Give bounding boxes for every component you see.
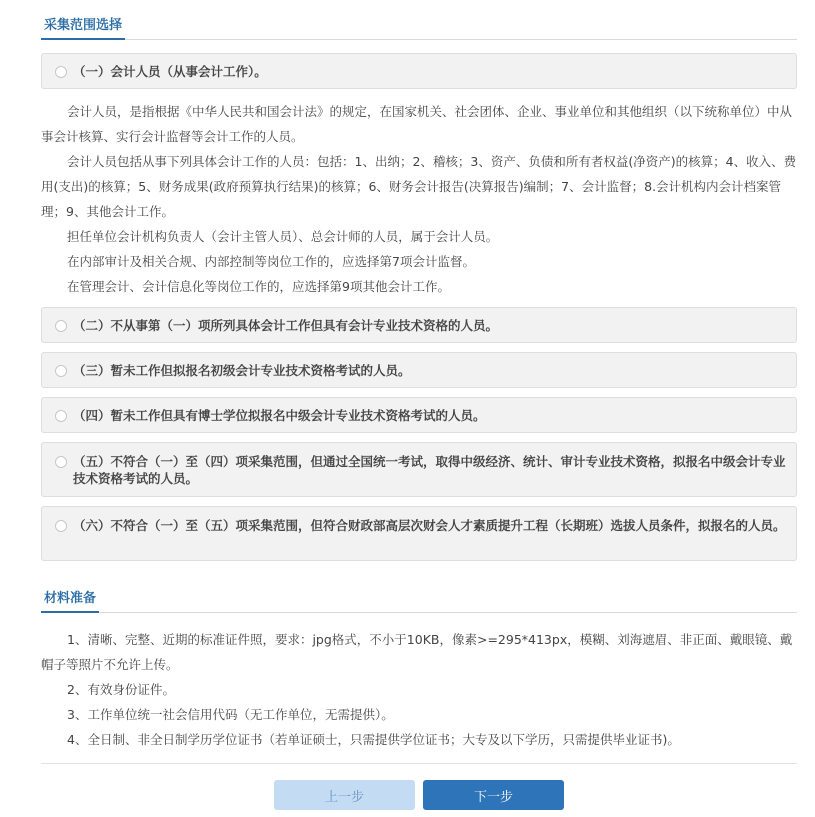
scope-option-label: （四）暂未工作但具有博士学位拟报名中级会计专业技术资格考试的人员。 [73,408,486,423]
prev-step-button[interactable]: 上一步 [274,780,415,810]
scope-option-3[interactable] [41,352,797,388]
scope-description: 会计人员，是指根据《中华人民共和国会计法》的规定，在国家机关、社会团体、企业、事业单位和其他组织（以下统称单位）中从事会计核算、实行会计监督等会计工作的人员。 [41,104,793,144]
next-step-button[interactable]: 下一步 [423,780,564,810]
scope-option-label: （五）不符合（一）至（四）项采集范围，但通过全国统一考试，取得中级经济、统计、审计专业技术资格，拟报名中级会计专业技术资格考试的人员。 [73,454,786,486]
scope-option-4[interactable] [41,397,797,433]
radio-icon[interactable] [55,520,67,532]
scope-option-label: （三）暂未工作但拟报名初级会计专业技术资格考试的人员。 [73,363,411,378]
radio-icon[interactable] [55,320,67,332]
scope-option-1[interactable] [41,53,797,89]
footer-divider [41,763,797,764]
scope-description: 会计人员包括从事下列具体会计工作的人员：包括：1、出纳；2、稽核；3、资产、负债和所有者权益(净资产)的核算；4、收入、费用(支出)的核算；5、财务成果(政府预算执行结果)的核算；6、财务会计报告(决算报告)编制；7、会计监督；8.会计机构内会计档案管理；9、其他会计工作。 [41,154,797,219]
scope-section-header [41,15,797,40]
radio-icon[interactable] [55,456,67,468]
scope-section-title: 采集范围选择 [41,14,125,40]
radio-icon[interactable] [55,66,67,78]
scope-description: 担任单位会计机构负责人（会计主管人员）、总会计师的人员，属于会计人员。 [67,229,499,244]
scope-option-6[interactable] [41,506,797,561]
materials-item: 3、工作单位统一社会信用代码（无工作单位，无需提供）。 [67,707,394,722]
scope-option-5[interactable] [41,442,797,497]
materials-item: 4、全日制、非全日制学历学位证书（若单证硕士，只需提供学位证书；大专及以下学历，只需提供毕业证书)。 [67,732,680,747]
scope-option-2[interactable] [41,307,797,343]
scope-option-label: （六）不符合（一）至（五）项采集范围，但符合财政部高层次财会人才素质提升工程（长期班）选拔人员条件，拟报名的人员。 [73,518,786,533]
radio-icon[interactable] [55,410,67,422]
scope-description: 在内部审计及相关合规、内部控制等岗位工作的，应选择第7项会计监督。 [67,254,475,269]
scope-option-label: （一）会计人员（从事会计工作）。 [73,64,267,79]
scope-description: 在管理会计、会计信息化等岗位工作的，应选择第9项其他会计工作。 [67,279,450,294]
materials-item: 1、清晰、完整、近期的标准证件照，要求：jpg格式，不小于10KB，像素>=295*413px，模糊、刘海遮眉、非正面、戴眼镜、戴帽子等照片不允许上传。 [41,632,793,672]
materials-item: 2、有效身份证件。 [67,682,175,697]
radio-icon[interactable] [55,365,67,377]
materials-section-title: 材料准备 [41,587,99,613]
scope-option-label: （二）不从事第（一）项所列具体会计工作但具有会计专业技术资格的人员。 [73,318,499,333]
materials-section-header [41,588,797,613]
